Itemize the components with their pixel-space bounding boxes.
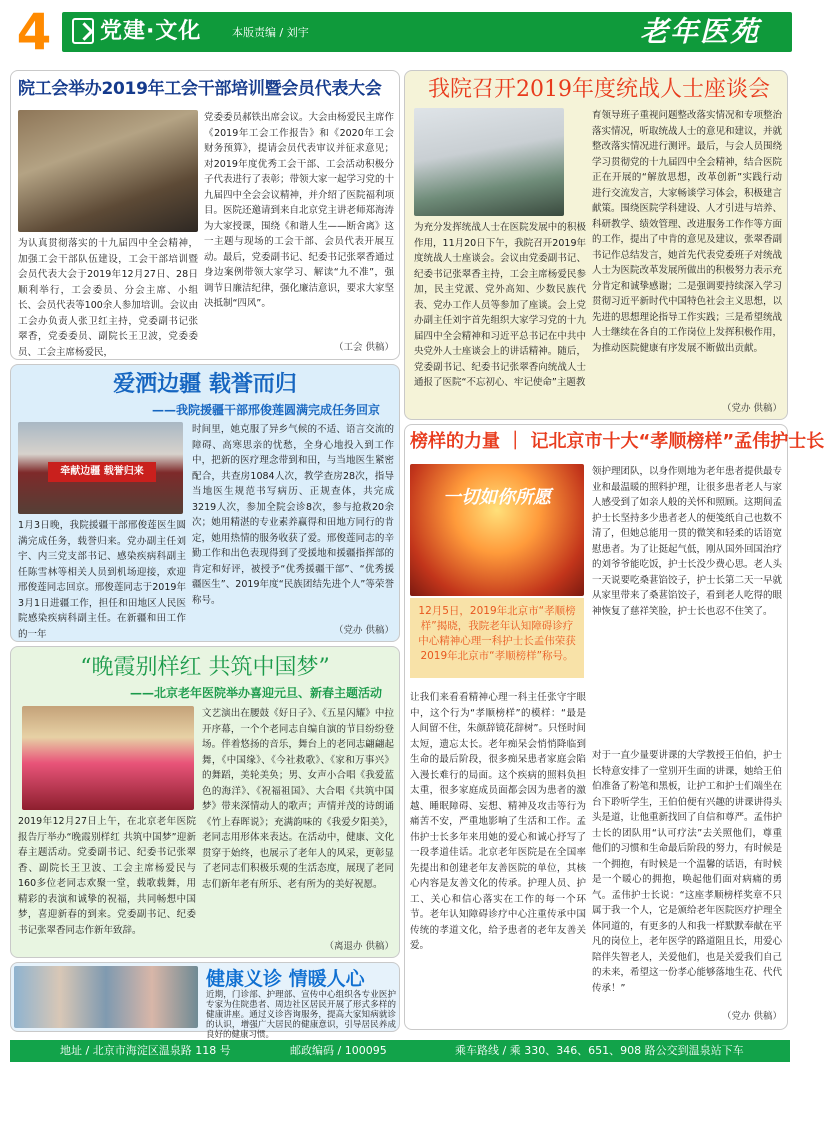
article-text: 领护理团队，以身作则地为老年患者提供最专业和最温暖的照料护理，让很多患者老人与家人感受到了如亲人般的关怀和照顾。这期间孟护士长坚持多少患者老人的便笺纸自己也数不清了，但她总能用一贯的微笑和轻柔的话语宽慰患者。为了让挺起气低，刚从国外回国治疗的刘爷爷能吃饭，护士长没少费心思。老人头一天说要吃桑葚馅饺子，护士长第二天一早就从家里带来了桑葚馅饺子，看到老人吃得的眼神恢复了慈祥笑脸，护士长也忍不住笑了。 (592, 466, 783, 617)
article-title: 健康义诊 情暖人心 (206, 968, 365, 990)
photo-airport-welcome (18, 422, 183, 514)
article-title: 爱洒边疆 载誉而归 (113, 372, 297, 397)
article-text: 让我们来看看精神心理一科主任张守宇眼中，这个行为“孝顺榜样”的模样：“最是人间留不住，朱颜辞镜花辞树”。只怪时间太短，遗忘太长。老年痴呆会悄悄降临到生命的最后阶段，很多痴呆患者家庭会陷入漫长难行的局面。这个疾病的照料负担太重，很多家庭成员面都会因为患者的激越、睡眠障碍、妄想、精神及攻击等行为痛苦不安，严重地影响了生活和工作。孟伟护士长多年来用她的爱心和诚心抒写了一段孝道佳话。北京老年医院是在全国率先提出和创建老年友善医院的单位，其核心内容是友善文化的传承。护理人员、护工、关心和信心落实在工作的每一个环节。老年认知障碍诊疗中心注重传承中国传统的孝道文化，给予患者的老年友善关爱。 (410, 692, 586, 951)
page-number: 4 (16, 3, 52, 61)
editor-credit: 本版责编 / 刘宇 (232, 26, 309, 39)
article-source: （党办 供稿） (721, 1011, 782, 1022)
article-text: 2019年12月27日上午，在北京老年医院报告厅举办“晚霞别样红 共筑中国梦”迎新春主题活动。党委副书记、纪委书记张翠香、副院长王卫波、工会主席杨爱民与160多位老同志欢聚一堂，载歌载舞，用精彩的表演和诚挚的祝福，共同畅想中国梦，喜迎新春的到来。党委副书记、纪委书记张翠香同志作新年致辞。 (18, 816, 196, 936)
article-text: 为认真贯彻落实的十九届四中全会精神，加强工会干部队伍建设，工会干部培训暨会员代表大会于2019年12月27日、28日顺利举行，工会委员、分会主席、小组长、会员代表等100余人参加培训。会议由工会办负责人张卫红主持，党委副书记张翠香，党委委员、副院长王卫波，党委委员、工会主席杨爱民， (18, 238, 198, 358)
footer-address: 地址 / 北京市海淀区温泉路 118 号 (60, 1044, 231, 1057)
article-source: （工会 供稿） (333, 342, 394, 353)
article-subtitle: ——北京老年医院举办喜迎元旦、新春主题活动 (129, 686, 382, 700)
article-text: 近期，门诊部、护理部、宣传中心组织各专业医护专家为住院患者、周边社区居民开展了形式多样的健康讲座。通过义诊咨询服务，提高大家知病就诊的认识，增强广大居民的健康意识，引导居民养成良好的健康习惯。 (206, 990, 396, 1040)
section-title: 党建·文化 (100, 19, 202, 44)
article-text: 对于一直少量要讲课的大学教授王伯伯，护士长特意安排了一堂别开生面的讲课，她给王伯伯准备了粉笔和黑板，让护工和护士们端坐在台下聆听学生，王伯伯便有兴趣的讲课讲得头头是道，让他重新找回了自信和尊严。孟伟护士长的团队用“认可疗法”去关照他们，尊重他们的习惯和生命最后阶段的努力，有时候是一个拥抱，有时候是一个温馨的话语，有时候是一个暖心的拥抱，唤起他们面对病痛的勇气。孟伟护士长说：“这座孝顺榜样奖章不只属于我一个人，它是颁给老年医院医疗护理全体同道的，有更多的人和我一样默默奉献在平凡的岗位上，老年医学的路道阻且长，用爱心陪伴失智老人，关爱他们，也是关爱我们自己的未来，希望这一份孝心能够落地生花、代代传承！” (592, 750, 783, 994)
article-text: 文艺演出在腰鼓《好日子》、《五星闪耀》中拉开序幕，一个个老同志自编自演的节目纷纷登场。伴着悠扬的音乐，舞台上的老同志翩翩起舞，《中国缘》、《今社救歌》、《家和万事兴》的舞蹈，美轮美奂；男、女声小合唱《我爱蓝色的海洋》、《祝福祖国》、大合唱《共筑中国梦》带来深情动人的歌声；声情并茂的诗朗诵《竹上春晖说》；充满韵味的《我爱夕阳美》，老同志用形体来表达。在活动中，健康、文化贯穿于始终，也展示了老年人的风采，更彰显了老同志们积极乐观的生活态度，展现了老同志们新年老有所乐、老有所为的美好祝愿。 (202, 708, 394, 890)
article-text: 时间里，她克服了异乡气候的不适、语言交流的障碍、高寒思亲的忧愁，全身心地投入到工作中，把新的医疗理念带到和田，与当地医生紧密配合，共查房1084人次，教学查房28次，指导当地医生规范书写病历、正规查体，共完成3219人次，参加全院会诊8次，参与抢救20余次；她用精湛的专业素养赢得和田地方同行的肯定，她用热情的服务收获了爱。邢俊莲同志的辛勤工作和出色表现得到了受援地和援疆指挥部的肯定和好评，被授予“优秀援疆干部”、“优秀援疆医生”、2019年度“民族团结先进个人”等荣誉称号。 (192, 424, 394, 606)
article-source: （离退办 供稿） (324, 941, 394, 952)
article-source: （党办 供稿） (333, 625, 394, 636)
footer-bus-route: 乘车路线 / 乘 330、346、651、908 路公交到温泉站下车 (455, 1044, 744, 1057)
party-icon (72, 18, 94, 44)
welcome-banner: 牵献边疆 载誉归来 (48, 462, 156, 482)
article-text: 1月3日晚，我院援疆干部邢俊莲医生圆满完成任务，载誉归来。党办副主任刘宇、内三党支部书记、感染疾病科副主任陈雪林等相关人员到机场迎接，欢迎邢俊莲同志回京。邢俊莲同志于2019年3月1日进疆工作，担任和田地区人民医院感染疾病科副主任。在新疆和田工作的一年 (18, 520, 186, 640)
brand-logo: 老年医苑 (640, 15, 761, 48)
article-title: 院工会举办2019年工会干部培训暨会员代表大会 (18, 79, 382, 99)
footer-zip: 邮政编码 / 100095 (290, 1044, 387, 1057)
article-title: 我院召开2019年度统战人士座谈会 (428, 77, 770, 102)
article-text: 为充分发挥统战人士在医院发展中的积极作用，11月20日下午，我院召开2019年度统战人士座谈会。会议由党委副书记、纪委书记张翠香主持，工会主席杨爱民参加，民主党派、党外高知、少数民族代表、党办工作人员等参加了座谈。会上党办副主任刘宇首先组织大家学习党的十九届四中全会精神和习近平总书记在中共中央党外人士座谈会上的讲话精神。随后，党委副书记、纪委书记张翠香向统战人士通报了医院“不忘初心、牢记使命”主题教 (414, 222, 586, 388)
article-title: “晚霞别样红 共筑中国梦” (80, 655, 330, 680)
photo-caption: 12月5日，2019年北京市“孝顺榜样”揭晓，我院老年认知障碍诊疗中心精神心理一科护士长孟伟荣获2019年北京市“孝顺榜样”称号。 (410, 598, 584, 678)
article-text: 育领导班子重视问题整改落实情况和专项整治落实情况，听取统战人士的意见和建议，并就整改落实情况进行测评。最后，与会人员围绕学习贯彻党的十九届四中全会精神，结合医院正在开展的“解放思想，改革创新”实践行动进行交流发言，大家畅谈学习体会，积极建言献策。围绕医院学科建设、人才引进与培养、科研教学、绩效管理、改进服务工作作等方面的工作，提出了中肯的意见及建议，张翠香副书记作总结发言，她首先代表党委班子对统战人士为医院改革发展所做出的积极努力表示充分肯定和诚挚感谢；二是强调要持续深入学习贯彻习近平新时代中国特色社会主义思想，以先进的思想理论指导工作实践；三是希望统战人士继续在各自的工作岗位上发挥积极作用，为推动医院健康有序发展不断做出贡献。 (592, 110, 783, 354)
photo-banner: 一切如你所愿 (443, 487, 551, 508)
photo-union-meeting (18, 110, 198, 232)
article-source: （党办 供稿） (721, 403, 782, 414)
photo-performance (22, 706, 194, 810)
photo-clinic-collage (14, 966, 198, 1028)
article-text: 党委委员郝铁出席会议。大会由杨爱民主席作《2019年工会工作报告》和《2020年工会财务预算》，提请会员代表审议并征求意见；对2019年度优秀工会干部、工会活动积极分子代表进行了表彰；带领大家一起学习党的十九届四中全会会议精神，并介绍了医院福利项目。医院还邀请到来自北京党主讲老师郑海涛为大家授课，围绕《和谐人生——断舍离》这一主题与现场的工会干部、会员代表开展互动。最后，党委副书记、纪委书记张翠香通过身边案例带领大家学习、解读“九不准”，强调节日廉洁纪律，强化廉洁意识，要求大家坚决抵制“四风”。 (204, 112, 395, 309)
article-title: 榜样的力量 ｜ 记北京市十大“孝顺榜样”孟伟护士长 (410, 431, 824, 452)
photo-award-ceremony (410, 464, 584, 596)
article-subtitle: ——我院援疆干部邢俊莲圆满完成任务回京 (151, 403, 380, 417)
photo-seminar (414, 108, 564, 216)
